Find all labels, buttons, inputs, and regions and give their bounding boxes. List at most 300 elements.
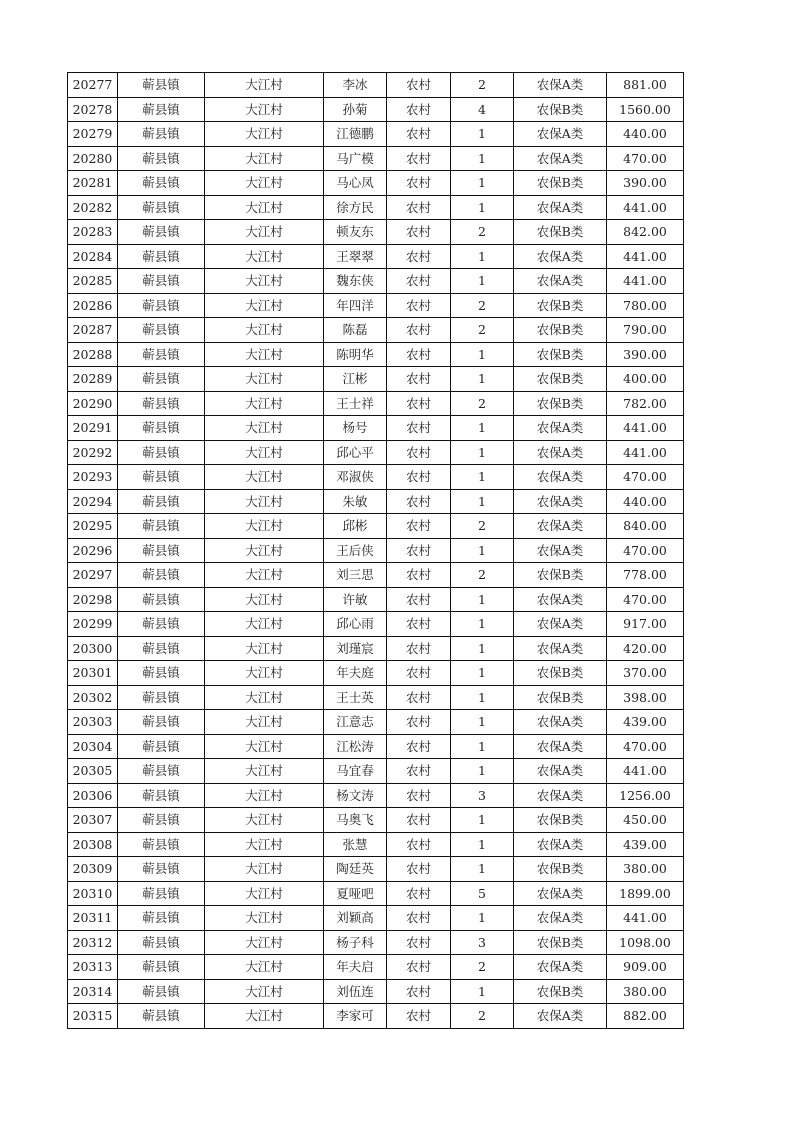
cell-town: 蕲县镇 xyxy=(118,146,205,171)
cell-amount: 882.00 xyxy=(607,1004,684,1029)
cell-village: 大江村 xyxy=(205,73,324,98)
table-row xyxy=(68,244,684,269)
cell-name: 魏东侠 xyxy=(324,269,387,294)
cell-town: 蕲县镇 xyxy=(118,514,205,539)
cell-row-number: 20314 xyxy=(68,979,118,1004)
beneficiary-table xyxy=(67,72,684,1029)
cell-village: 大江村 xyxy=(205,293,324,318)
cell-household-type: 农村 xyxy=(387,195,451,220)
cell-row-number: 20303 xyxy=(68,710,118,735)
cell-person-count: 1 xyxy=(451,661,514,686)
cell-insurance-category: 农保A类 xyxy=(514,416,607,441)
cell-insurance-category: 农保B类 xyxy=(514,930,607,955)
table-row xyxy=(68,122,684,147)
cell-name: 年夫庭 xyxy=(324,661,387,686)
cell-insurance-category: 农保B类 xyxy=(514,563,607,588)
cell-name: 陶廷英 xyxy=(324,857,387,882)
cell-household-type: 农村 xyxy=(387,734,451,759)
cell-amount: 420.00 xyxy=(607,636,684,661)
cell-person-count: 1 xyxy=(451,538,514,563)
cell-household-type: 农村 xyxy=(387,220,451,245)
cell-name: 李冰 xyxy=(324,73,387,98)
cell-town: 蕲县镇 xyxy=(118,734,205,759)
cell-insurance-category: 农保B类 xyxy=(514,342,607,367)
cell-town: 蕲县镇 xyxy=(118,318,205,343)
cell-name: 马奥飞 xyxy=(324,808,387,833)
cell-name: 邱彬 xyxy=(324,514,387,539)
table-row xyxy=(68,416,684,441)
cell-amount: 441.00 xyxy=(607,195,684,220)
cell-town: 蕲县镇 xyxy=(118,73,205,98)
cell-person-count: 1 xyxy=(451,587,514,612)
cell-row-number: 20284 xyxy=(68,244,118,269)
cell-person-count: 1 xyxy=(451,195,514,220)
cell-amount: 400.00 xyxy=(607,367,684,392)
table-row xyxy=(68,97,684,122)
cell-household-type: 农村 xyxy=(387,514,451,539)
cell-town: 蕲县镇 xyxy=(118,832,205,857)
cell-insurance-category: 农保A类 xyxy=(514,514,607,539)
table-row xyxy=(68,538,684,563)
cell-town: 蕲县镇 xyxy=(118,1004,205,1029)
cell-insurance-category: 农保A类 xyxy=(514,538,607,563)
cell-insurance-category: 农保B类 xyxy=(514,808,607,833)
cell-amount: 440.00 xyxy=(607,489,684,514)
table-row xyxy=(68,636,684,661)
cell-town: 蕲县镇 xyxy=(118,563,205,588)
cell-name: 杨子科 xyxy=(324,930,387,955)
table-row xyxy=(68,73,684,98)
table-row xyxy=(68,857,684,882)
cell-town: 蕲县镇 xyxy=(118,979,205,1004)
table-row xyxy=(68,195,684,220)
cell-insurance-category: 农保A类 xyxy=(514,465,607,490)
cell-village: 大江村 xyxy=(205,1004,324,1029)
cell-household-type: 农村 xyxy=(387,832,451,857)
cell-person-count: 2 xyxy=(451,514,514,539)
table-row xyxy=(68,612,684,637)
cell-row-number: 20315 xyxy=(68,1004,118,1029)
cell-town: 蕲县镇 xyxy=(118,171,205,196)
cell-insurance-category: 农保A类 xyxy=(514,906,607,931)
cell-person-count: 5 xyxy=(451,881,514,906)
cell-village: 大江村 xyxy=(205,783,324,808)
cell-insurance-category: 农保A类 xyxy=(514,122,607,147)
cell-village: 大江村 xyxy=(205,318,324,343)
cell-household-type: 农村 xyxy=(387,587,451,612)
cell-row-number: 20313 xyxy=(68,955,118,980)
cell-person-count: 1 xyxy=(451,759,514,784)
cell-village: 大江村 xyxy=(205,734,324,759)
cell-amount: 380.00 xyxy=(607,979,684,1004)
cell-row-number: 20277 xyxy=(68,73,118,98)
cell-town: 蕲县镇 xyxy=(118,195,205,220)
cell-insurance-category: 农保B类 xyxy=(514,97,607,122)
cell-town: 蕲县镇 xyxy=(118,710,205,735)
cell-name: 夏哑吧 xyxy=(324,881,387,906)
cell-name: 江彬 xyxy=(324,367,387,392)
table-row xyxy=(68,710,684,735)
table-row xyxy=(68,979,684,1004)
cell-household-type: 农村 xyxy=(387,783,451,808)
cell-household-type: 农村 xyxy=(387,563,451,588)
cell-village: 大江村 xyxy=(205,416,324,441)
cell-row-number: 20278 xyxy=(68,97,118,122)
cell-amount: 439.00 xyxy=(607,710,684,735)
cell-person-count: 3 xyxy=(451,930,514,955)
table-row xyxy=(68,906,684,931)
cell-name: 张慧 xyxy=(324,832,387,857)
cell-person-count: 1 xyxy=(451,906,514,931)
cell-name: 李家可 xyxy=(324,1004,387,1029)
cell-household-type: 农村 xyxy=(387,171,451,196)
cell-insurance-category: 农保A类 xyxy=(514,1004,607,1029)
cell-household-type: 农村 xyxy=(387,146,451,171)
cell-insurance-category: 农保A类 xyxy=(514,587,607,612)
cell-town: 蕲县镇 xyxy=(118,416,205,441)
cell-amount: 390.00 xyxy=(607,171,684,196)
cell-town: 蕲县镇 xyxy=(118,759,205,784)
table-row xyxy=(68,293,684,318)
cell-insurance-category: 农保B类 xyxy=(514,661,607,686)
cell-village: 大江村 xyxy=(205,979,324,1004)
table-row xyxy=(68,930,684,955)
cell-village: 大江村 xyxy=(205,685,324,710)
cell-household-type: 农村 xyxy=(387,440,451,465)
cell-name: 刘颖高 xyxy=(324,906,387,931)
cell-amount: 782.00 xyxy=(607,391,684,416)
cell-amount: 441.00 xyxy=(607,906,684,931)
cell-name: 年四洋 xyxy=(324,293,387,318)
cell-row-number: 20290 xyxy=(68,391,118,416)
cell-household-type: 农村 xyxy=(387,612,451,637)
cell-household-type: 农村 xyxy=(387,685,451,710)
cell-household-type: 农村 xyxy=(387,955,451,980)
cell-amount: 780.00 xyxy=(607,293,684,318)
table-row xyxy=(68,489,684,514)
cell-village: 大江村 xyxy=(205,122,324,147)
cell-person-count: 1 xyxy=(451,269,514,294)
cell-row-number: 20282 xyxy=(68,195,118,220)
cell-household-type: 农村 xyxy=(387,930,451,955)
cell-insurance-category: 农保B类 xyxy=(514,979,607,1004)
table-row xyxy=(68,342,684,367)
cell-row-number: 20288 xyxy=(68,342,118,367)
cell-village: 大江村 xyxy=(205,930,324,955)
table-row xyxy=(68,881,684,906)
cell-person-count: 3 xyxy=(451,783,514,808)
cell-amount: 398.00 xyxy=(607,685,684,710)
cell-row-number: 20307 xyxy=(68,808,118,833)
cell-insurance-category: 农保A类 xyxy=(514,955,607,980)
cell-household-type: 农村 xyxy=(387,269,451,294)
cell-town: 蕲县镇 xyxy=(118,906,205,931)
cell-village: 大江村 xyxy=(205,97,324,122)
cell-town: 蕲县镇 xyxy=(118,440,205,465)
cell-household-type: 农村 xyxy=(387,979,451,1004)
cell-amount: 1560.00 xyxy=(607,97,684,122)
cell-insurance-category: 农保A类 xyxy=(514,269,607,294)
cell-insurance-category: 农保A类 xyxy=(514,612,607,637)
cell-insurance-category: 农保A类 xyxy=(514,146,607,171)
cell-amount: 840.00 xyxy=(607,514,684,539)
cell-village: 大江村 xyxy=(205,661,324,686)
cell-person-count: 1 xyxy=(451,465,514,490)
cell-amount: 380.00 xyxy=(607,857,684,882)
cell-amount: 470.00 xyxy=(607,587,684,612)
cell-insurance-category: 农保A类 xyxy=(514,489,607,514)
cell-insurance-category: 农保B类 xyxy=(514,391,607,416)
cell-row-number: 20302 xyxy=(68,685,118,710)
cell-person-count: 1 xyxy=(451,636,514,661)
cell-row-number: 20306 xyxy=(68,783,118,808)
table-row xyxy=(68,465,684,490)
cell-household-type: 农村 xyxy=(387,857,451,882)
cell-town: 蕲县镇 xyxy=(118,97,205,122)
cell-row-number: 20292 xyxy=(68,440,118,465)
cell-town: 蕲县镇 xyxy=(118,587,205,612)
cell-town: 蕲县镇 xyxy=(118,342,205,367)
cell-row-number: 20308 xyxy=(68,832,118,857)
cell-household-type: 农村 xyxy=(387,636,451,661)
cell-town: 蕲县镇 xyxy=(118,783,205,808)
cell-insurance-category: 农保B类 xyxy=(514,293,607,318)
cell-row-number: 20283 xyxy=(68,220,118,245)
cell-insurance-category: 农保A类 xyxy=(514,783,607,808)
cell-amount: 909.00 xyxy=(607,955,684,980)
cell-village: 大江村 xyxy=(205,342,324,367)
cell-household-type: 农村 xyxy=(387,342,451,367)
cell-household-type: 农村 xyxy=(387,710,451,735)
cell-village: 大江村 xyxy=(205,906,324,931)
table-row xyxy=(68,171,684,196)
cell-town: 蕲县镇 xyxy=(118,955,205,980)
table-row xyxy=(68,734,684,759)
cell-village: 大江村 xyxy=(205,244,324,269)
cell-town: 蕲县镇 xyxy=(118,881,205,906)
cell-town: 蕲县镇 xyxy=(118,391,205,416)
table-row xyxy=(68,514,684,539)
cell-household-type: 农村 xyxy=(387,489,451,514)
cell-row-number: 20291 xyxy=(68,416,118,441)
cell-household-type: 农村 xyxy=(387,538,451,563)
cell-insurance-category: 农保B类 xyxy=(514,318,607,343)
table-row xyxy=(68,391,684,416)
cell-village: 大江村 xyxy=(205,269,324,294)
cell-name: 刘伍连 xyxy=(324,979,387,1004)
cell-household-type: 农村 xyxy=(387,1004,451,1029)
cell-row-number: 20281 xyxy=(68,171,118,196)
cell-row-number: 20297 xyxy=(68,563,118,588)
cell-household-type: 农村 xyxy=(387,318,451,343)
cell-insurance-category: 农保B类 xyxy=(514,171,607,196)
cell-village: 大江村 xyxy=(205,440,324,465)
cell-amount: 441.00 xyxy=(607,416,684,441)
table-row xyxy=(68,955,684,980)
cell-household-type: 农村 xyxy=(387,73,451,98)
cell-household-type: 农村 xyxy=(387,122,451,147)
cell-village: 大江村 xyxy=(205,759,324,784)
cell-person-count: 1 xyxy=(451,440,514,465)
cell-name: 杨文涛 xyxy=(324,783,387,808)
cell-insurance-category: 农保A类 xyxy=(514,195,607,220)
table-row xyxy=(68,563,684,588)
cell-insurance-category: 农保A类 xyxy=(514,759,607,784)
cell-insurance-category: 农保A类 xyxy=(514,73,607,98)
cell-town: 蕲县镇 xyxy=(118,269,205,294)
cell-village: 大江村 xyxy=(205,465,324,490)
cell-person-count: 2 xyxy=(451,955,514,980)
cell-insurance-category: 农保A类 xyxy=(514,832,607,857)
cell-amount: 450.00 xyxy=(607,808,684,833)
cell-row-number: 20279 xyxy=(68,122,118,147)
cell-insurance-category: 农保A类 xyxy=(514,734,607,759)
cell-household-type: 农村 xyxy=(387,293,451,318)
cell-amount: 441.00 xyxy=(607,440,684,465)
cell-village: 大江村 xyxy=(205,636,324,661)
cell-name: 江松涛 xyxy=(324,734,387,759)
table-row xyxy=(68,808,684,833)
cell-insurance-category: 农保B类 xyxy=(514,220,607,245)
cell-village: 大江村 xyxy=(205,220,324,245)
cell-village: 大江村 xyxy=(205,587,324,612)
cell-amount: 881.00 xyxy=(607,73,684,98)
cell-person-count: 1 xyxy=(451,685,514,710)
cell-village: 大江村 xyxy=(205,563,324,588)
cell-village: 大江村 xyxy=(205,612,324,637)
table-row xyxy=(68,318,684,343)
table-row xyxy=(68,1004,684,1029)
cell-town: 蕲县镇 xyxy=(118,930,205,955)
table-row xyxy=(68,783,684,808)
cell-town: 蕲县镇 xyxy=(118,244,205,269)
cell-row-number: 20304 xyxy=(68,734,118,759)
cell-name: 王后侠 xyxy=(324,538,387,563)
cell-person-count: 1 xyxy=(451,342,514,367)
cell-row-number: 20300 xyxy=(68,636,118,661)
cell-person-count: 1 xyxy=(451,710,514,735)
table-row xyxy=(68,367,684,392)
cell-insurance-category: 农保B类 xyxy=(514,367,607,392)
table-row xyxy=(68,587,684,612)
table-row xyxy=(68,661,684,686)
table-body xyxy=(68,73,684,1029)
cell-insurance-category: 农保A类 xyxy=(514,440,607,465)
cell-amount: 1098.00 xyxy=(607,930,684,955)
cell-village: 大江村 xyxy=(205,955,324,980)
cell-town: 蕲县镇 xyxy=(118,367,205,392)
cell-person-count: 1 xyxy=(451,734,514,759)
cell-person-count: 1 xyxy=(451,367,514,392)
cell-amount: 441.00 xyxy=(607,759,684,784)
cell-person-count: 2 xyxy=(451,73,514,98)
cell-person-count: 2 xyxy=(451,220,514,245)
cell-insurance-category: 农保B类 xyxy=(514,685,607,710)
table-row xyxy=(68,146,684,171)
cell-row-number: 20295 xyxy=(68,514,118,539)
cell-village: 大江村 xyxy=(205,808,324,833)
cell-village: 大江村 xyxy=(205,146,324,171)
cell-row-number: 20305 xyxy=(68,759,118,784)
cell-insurance-category: 农保B类 xyxy=(514,857,607,882)
table-row xyxy=(68,759,684,784)
cell-village: 大江村 xyxy=(205,538,324,563)
cell-name: 王士英 xyxy=(324,685,387,710)
cell-name: 马宜春 xyxy=(324,759,387,784)
cell-row-number: 20280 xyxy=(68,146,118,171)
cell-person-count: 1 xyxy=(451,832,514,857)
cell-amount: 470.00 xyxy=(607,465,684,490)
cell-person-count: 1 xyxy=(451,808,514,833)
table-row xyxy=(68,440,684,465)
cell-amount: 370.00 xyxy=(607,661,684,686)
cell-amount: 1256.00 xyxy=(607,783,684,808)
cell-name: 王翠翠 xyxy=(324,244,387,269)
cell-town: 蕲县镇 xyxy=(118,661,205,686)
cell-person-count: 2 xyxy=(451,563,514,588)
cell-amount: 440.00 xyxy=(607,122,684,147)
cell-row-number: 20310 xyxy=(68,881,118,906)
cell-village: 大江村 xyxy=(205,171,324,196)
cell-name: 刘瑾宸 xyxy=(324,636,387,661)
table-row xyxy=(68,685,684,710)
cell-person-count: 1 xyxy=(451,146,514,171)
cell-row-number: 20299 xyxy=(68,612,118,637)
cell-amount: 441.00 xyxy=(607,244,684,269)
table-row xyxy=(68,269,684,294)
cell-amount: 778.00 xyxy=(607,563,684,588)
cell-row-number: 20294 xyxy=(68,489,118,514)
cell-name: 朱敏 xyxy=(324,489,387,514)
cell-person-count: 2 xyxy=(451,1004,514,1029)
cell-name: 陈明华 xyxy=(324,342,387,367)
cell-amount: 790.00 xyxy=(607,318,684,343)
cell-town: 蕲县镇 xyxy=(118,857,205,882)
cell-household-type: 农村 xyxy=(387,391,451,416)
cell-village: 大江村 xyxy=(205,195,324,220)
cell-row-number: 20309 xyxy=(68,857,118,882)
cell-name: 邱心平 xyxy=(324,440,387,465)
cell-insurance-category: 农保A类 xyxy=(514,636,607,661)
cell-person-count: 1 xyxy=(451,612,514,637)
cell-row-number: 20286 xyxy=(68,293,118,318)
cell-person-count: 1 xyxy=(451,171,514,196)
cell-row-number: 20298 xyxy=(68,587,118,612)
cell-person-count: 2 xyxy=(451,293,514,318)
cell-town: 蕲县镇 xyxy=(118,465,205,490)
table-row xyxy=(68,832,684,857)
cell-village: 大江村 xyxy=(205,881,324,906)
cell-town: 蕲县镇 xyxy=(118,489,205,514)
cell-row-number: 20301 xyxy=(68,661,118,686)
cell-row-number: 20296 xyxy=(68,538,118,563)
cell-row-number: 20289 xyxy=(68,367,118,392)
cell-household-type: 农村 xyxy=(387,881,451,906)
cell-household-type: 农村 xyxy=(387,244,451,269)
cell-town: 蕲县镇 xyxy=(118,685,205,710)
cell-insurance-category: 农保A类 xyxy=(514,881,607,906)
cell-town: 蕲县镇 xyxy=(118,808,205,833)
cell-name: 邓淑侠 xyxy=(324,465,387,490)
cell-village: 大江村 xyxy=(205,710,324,735)
cell-row-number: 20285 xyxy=(68,269,118,294)
cell-village: 大江村 xyxy=(205,489,324,514)
cell-town: 蕲县镇 xyxy=(118,122,205,147)
cell-village: 大江村 xyxy=(205,857,324,882)
cell-town: 蕲县镇 xyxy=(118,612,205,637)
cell-household-type: 农村 xyxy=(387,97,451,122)
cell-name: 徐方民 xyxy=(324,195,387,220)
